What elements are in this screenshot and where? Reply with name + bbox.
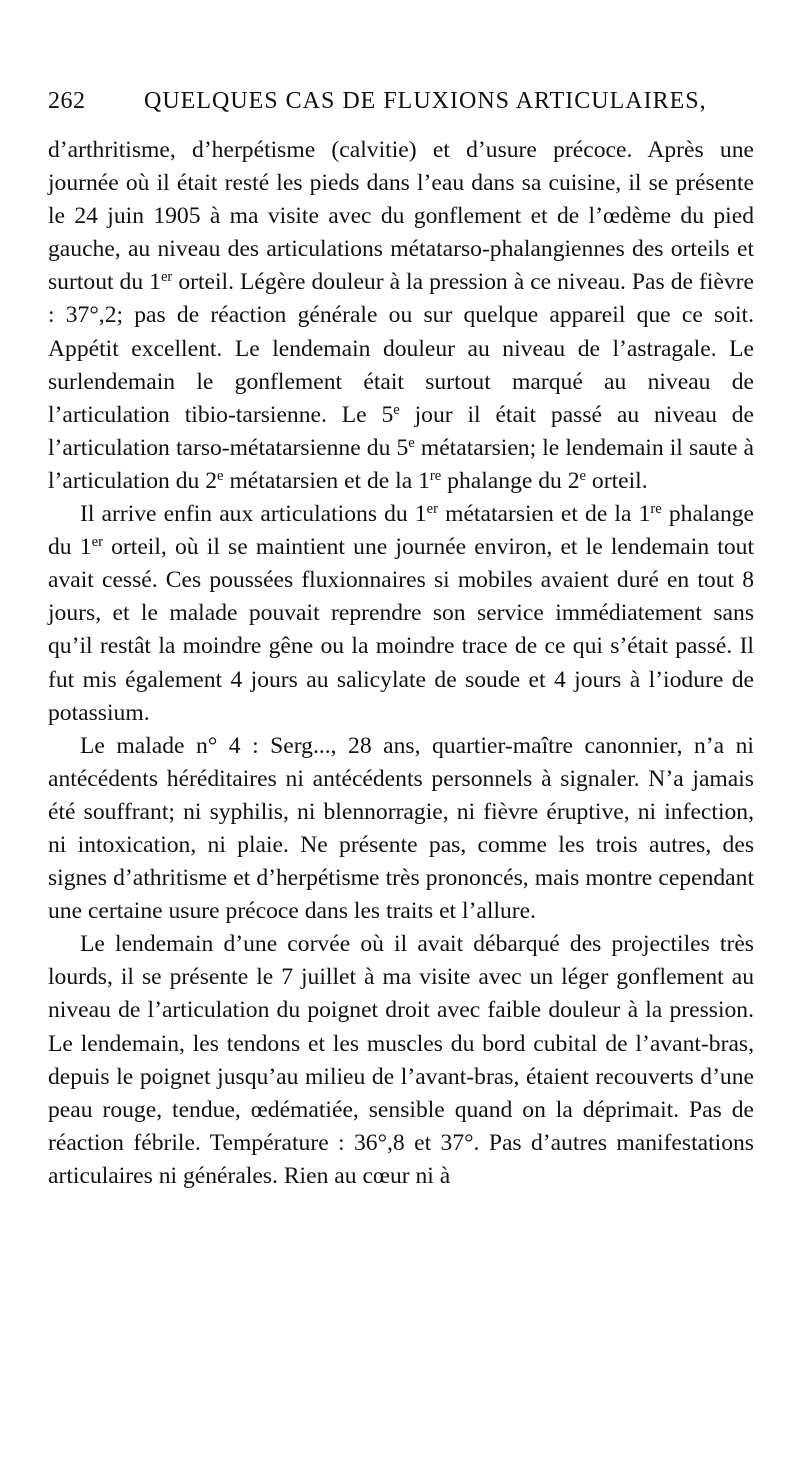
document-page — [48, 88, 754, 1193]
body-text — [48, 134, 754, 1193]
paragraph: Le malade n° 4 : Serg..., 28 ans, quartier-maître canonnier, n’a ni antécédents héréditaires ni antécédents personnels à signaler. N’a jamais été souffrant; ni syphilis, ni blennorragie, ni fièvre éruptive, ni infection, ni intoxication, ni plaie. Ne présente pas, comme les trois autres, des signes d’athritisme et d’herpétisme très prononcés, mais montre cependant une certaine usure précoce dans les traits et l’allure. — [48, 732, 754, 925]
paragraph: Il arrive enfin aux articulations du 1er métatarsien et de la 1re phalange du 1er orteil, où il se maintient une journée environ, et le lendemain tout avait cessé. Ces poussées fluxionnaires si mobiles avaient duré en tout 8 jours, et le malade pouvait reprendre son service immédiatement sans qu’il restât la moindre gêne ou la moindre trace de ce qui s’était passé. Il fut mis également 4 jours au salicylate de soude et 4 jours à l’iodure de potassium. — [48, 500, 755, 726]
paragraph: Le lendemain d’une corvée où il avait débarqué des projectiles très lourds, il se présente le 7 juillet à ma visite avec un léger gonflement au niveau de l’articulation du poignet droit avec faible douleur à la pression. Le lendemain, les tendons et les muscles du bord cubital de l’avant-bras, depuis le poignet jusqu’au milieu de l’avant-bras, étaient recouverts d’une peau rouge, tendue, œdématiée, sensible quand on la déprimait. Pas de réaction fébrile. Température : 36°,8 et 37°. Pas d’autres manifestations articulaires ni générales. Rien au cœur ni à — [48, 931, 754, 1189]
running-title: QUELQUES CAS DE FLUXIONS ARTICULAIRES, — [144, 88, 707, 114]
page-number: 262 — [48, 88, 86, 114]
paragraph: d’arthritisme, d’herpétisme (calvitie) et d’usure précoce. Après une journée où il était resté les pieds dans l’eau dans sa cuisine, il se présente le 24 juin 1905 à ma visite avec du gonflement et de l’œdème du pied gauche, au niveau des articulations métatarso-phalangiennes des orteils et surtout du 1er orteil. Légère douleur à la pression à ce niveau. Pas de fièvre : 37°,2; pas de réaction générale ou sur quelque appareil que ce soit. Appétit excellent. Le lendemain douleur au niveau de l’astragale. Le surlendemain le gonflement était surtout marqué au niveau de l’articulation tibio-tarsienne. Le 5e jour il était passé au niveau de l’articulation tarso-métatarsienne du 5e métatarsien; le lendemain il saute à l’articulation du 2e métatarsien et de la 1re phalange du 2e orteil. — [48, 137, 754, 494]
running-head — [48, 88, 754, 124]
